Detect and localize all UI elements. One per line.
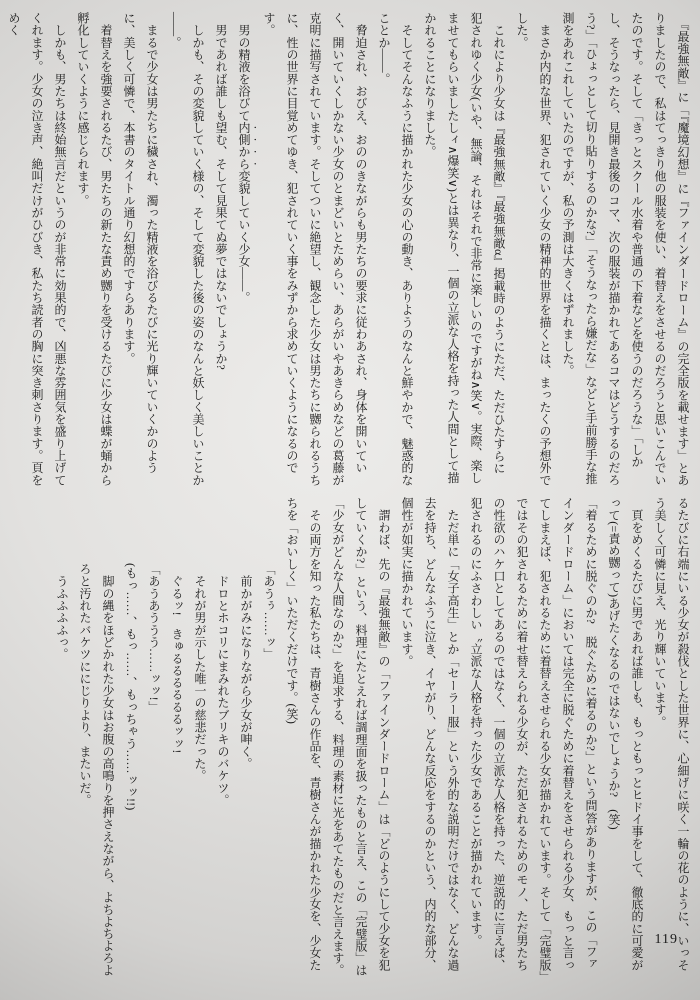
paragraph: るたびに右端にいる少女が殺伐とした世界に、心細げに咲く一輪の花のように、いっそう美しく可憐に見え、光り輝いています。 [653,497,690,971]
excerpt-line: ぐるッ! きゅるるるるるるッッ! [170,563,184,754]
quoted-excerpt-block [50,497,280,977]
paragraph: 「着るために脱ぐのか? 脱ぐために着るのか?」という問答がありますが、この「ファインダードローム」においては完全に脱ぐために着替えをさせられる少女、もっと言ってしまえば、犯されるために着替えさせられる少女が描かれています。そして「完璧版」ではその犯されるために着せ替えられる少女が、ただ犯されるためのモノ、ただ男たちの性欲のハケ口としてあるのではなく、一個の立派な人格を持った、逆説的に言えば、犯されるのにふさわしい〝立派な人格を持った少女であることが描かれています。 [469,497,598,977]
paragraph: しかも、その変貌していく様の、そして変貌した後の姿のなんと妖しく美しいことか——。 [168,12,205,486]
paragraph: 着替えを強要されるたび、男たちの新たな責め嬲りを受けるたびに少女は蝶が蛹から孵化していくように感じられます。 [76,12,113,486]
paragraph-with-emphasis [232,12,257,486]
paragraph: これにより少女は『最強無敵』『最強無敵α』掲載時のようにただ、ただひたすらに犯されゆく少女(いや、無論、それはそれで非常に楽しいのですがね∧笑∨。実際、楽しませてもらいましたしィ∧爆笑∨)とは異なり、一個の立派な人格を持った人間として描かれることになりました。 [423,12,506,484]
review-text-upper-block [2,12,694,486]
paragraph: 『最強無敵』に「『魔境幻想』に『ファインダードローム』の完全版を載せます」とありましたので、私はてっきり他の服装を使い、着替えをさせるのだろうと思いこんでいたのです。そして「きっとスクール水着や普通の下着などを使うのだろうな」「しかし、そうなったら、見開き最後のコマ、次の服装が描かれてあるコマはどうするのだろう?」「ひょっとして切り貼りするのかな?」「そうなったら嫌だな」などと手前勝手な推測をあれこれしていたのですが、私の予測は大きくはずれました。 [561,12,690,486]
paragraph: ただ単に「女子高生」とか「セーラー服」という外的な説明だけではなく、どんな過去を持ち、どんなふうに泣き、イヤがり、どんな反応をするのかという、内的な部分、個性が如実に描かれています。 [400,497,460,971]
excerpt-line: 「あうぅ……ッ」 [262,563,276,661]
paragraph: 男であれば誰しも望む、そして見果てぬ夢ではないでしょうか? [214,12,228,370]
review-text-lower-block [50,497,694,977]
paragraph: しかも、男たちは終始無言だというのが非常に効果的で、凶悪な雰囲気を盛り上げてくれます。少女の泣き声、絶叫だけがひびき、私たち読者の胸に突き刺さります。頁をめく [7,12,67,486]
excerpt-line: 「あうあううう……ッッ!」 [147,563,161,713]
paragraph: まさか内的な世界、犯されていく少女の精神的世界を描くとは、まったくの予想外でした。 [515,12,552,486]
excerpt-line: ドロとホコリにまみれたブリキのバケツ。 [216,563,230,806]
excerpt-line: それが男が示した唯一の慈悲だった。 [193,563,207,782]
paragraph: そしてそんなふうに描かれた少女の心の動き、ありようのなんと鮮やかで、魅惑的なことか——。 [377,12,414,486]
paragraph: その両方を知った私たちは、青樹さんの作品を、青樹さんが描かれた少女を、少女たちを「おいしく」いただくだけです。(笑) [285,497,322,971]
excerpt-line: うふふふふっ。 [55,563,69,661]
excerpt-line: (もっ……、もっ……、もっちゃう……ッッ!!) [124,563,138,811]
paragraph: まるで少女は男たちに穢され、濁った精液を浴びるたびに光り輝いていくかのように、美しく可憐で、本書のタイトル通り幻想的ですらあります。 [122,12,159,474]
paragraph-text: 男の精液を浴びて [237,12,251,122]
excerpt-line: 脚の縄をほどかれた少女はお腹の高鳴りを押さえながら、よちよちよろよろと汚れたバケツににじりより、またいだ。 [78,563,115,977]
page-number: 119 [654,932,678,947]
paragraph-text: 変貌していく少女——。 [237,169,251,304]
excerpt-line: 前かがみになりながら少女が呻く。 [239,563,253,770]
paragraph: 謂わば、先の『最強無敵』の「ファインダードローム」は「どのようにして少女を犯していくか?」という、料理にたとえれば調理面を扱ったものと言え、この「完璧版」は「少女がどんな人間なのか?」を追求する、料理の素材に光をあてたものだと言えます。 [331,497,391,977]
emphasis-dotted-text: 内側から [237,121,251,170]
paragraph: 脅迫され、おびえ、おののきながらも男たちの要求に従わあされ、身体を開いていく、開いていくしかない少女のとまどいとためらい、あらがいやあきらめなどの葛藤が克明に描写されています。そしてついに絶望し、観念した少女は男たちに嬲られるうちに、性の世界に目覚めてゆき、犯されていく事をみずから求めていくようになるのです。 [262,12,368,486]
paragraph: 頁をめくるたびに男であれば誰しも、もっともっとヒドイ事をして、徹底的に可愛がって(=責め嬲って)あげたくなるのではないでしょうか? (笑) [607,497,644,971]
